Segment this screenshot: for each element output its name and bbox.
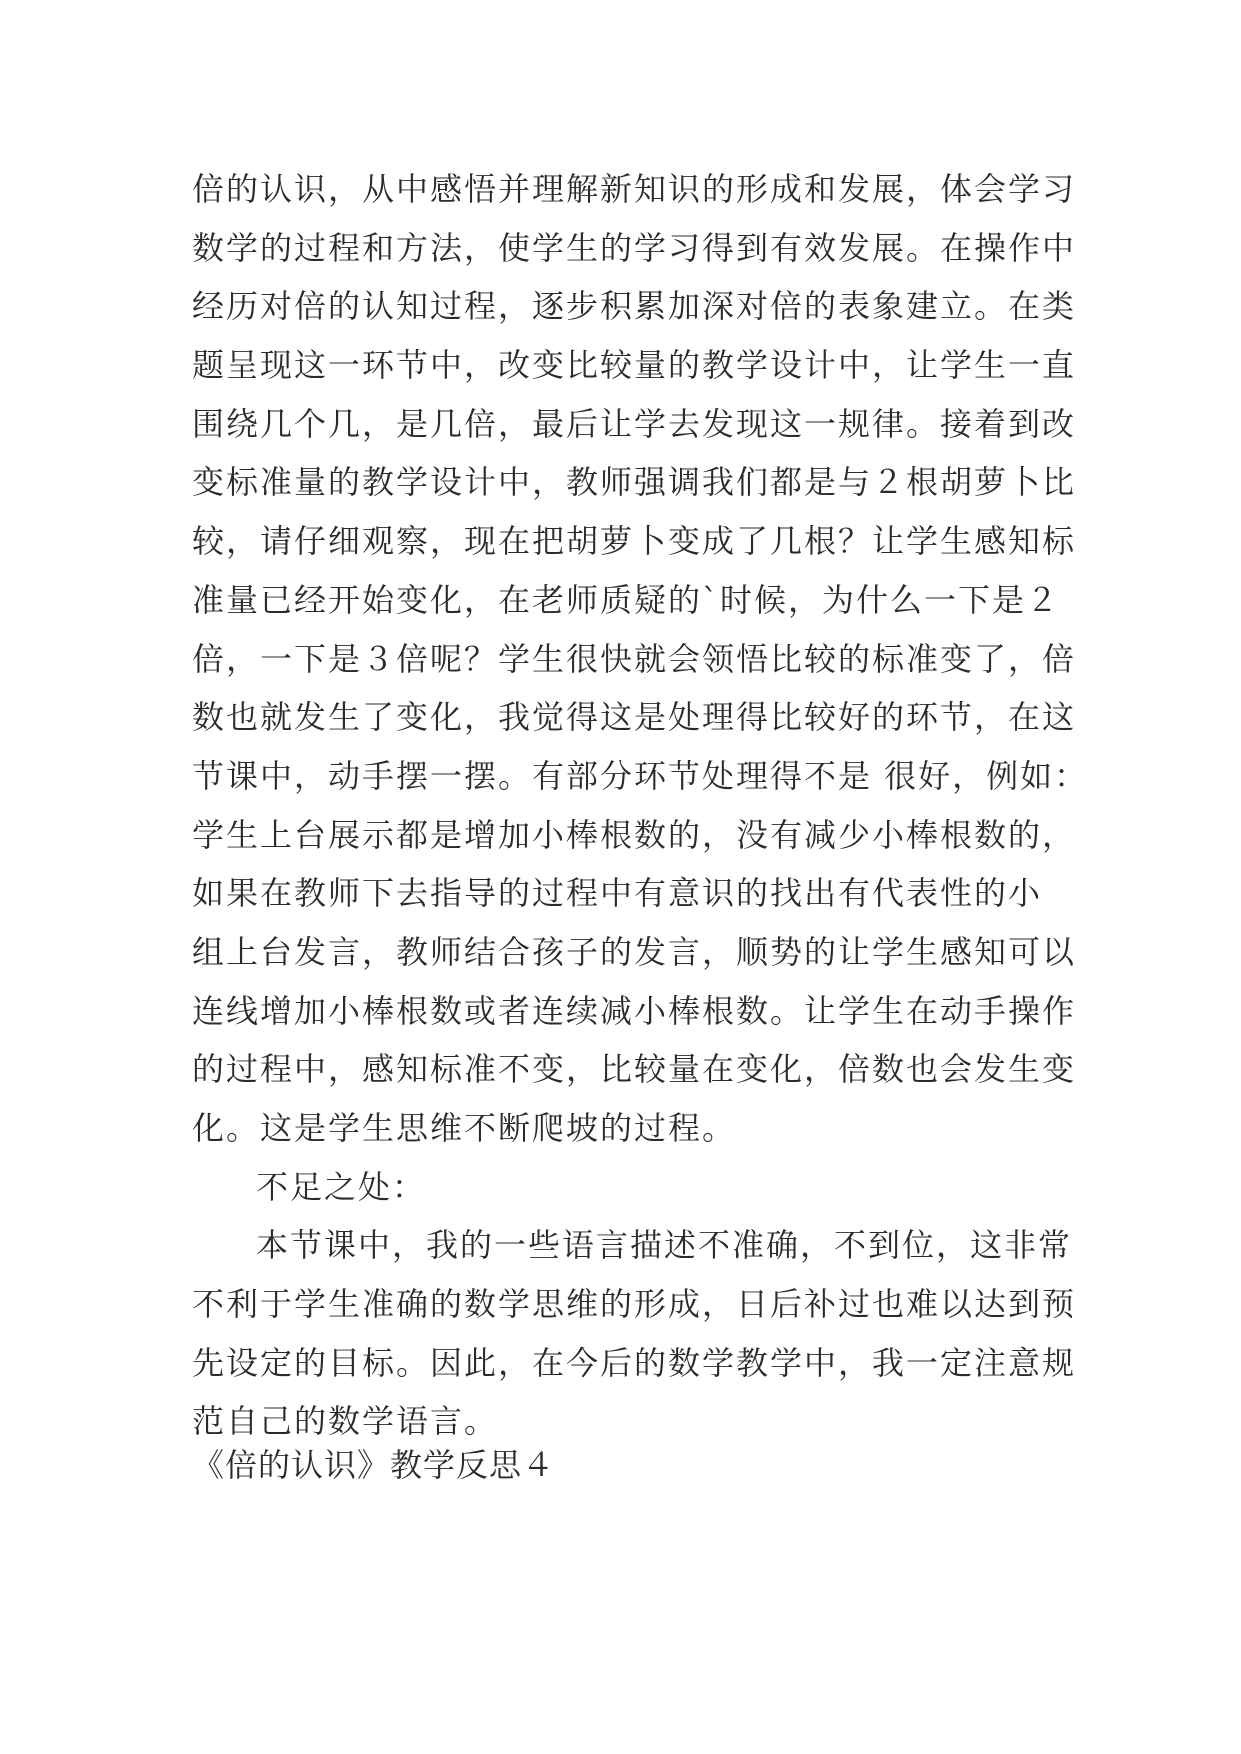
text-line: 倍的认识，从中感悟并理解新知识的形成和发展，体会学习 <box>192 170 1077 208</box>
text-line: 经历对倍的认知过程，逐步积累加深对倍的表象建立。在类 <box>192 287 1077 326</box>
text-line: 本节课中，我的一些语言描述不准确，不到位，这非常 <box>256 1226 1073 1265</box>
text-line: 较，请仔细观察，现在把胡萝卜变成了几根？让学生感知标 <box>192 522 1077 561</box>
text-line: 学生上台展示都是增加小棒根数的，没有减少小棒根数的， <box>192 815 1077 854</box>
text-line: 组上台发言，教师结合孩子的发言，顺势的让学生感知可以 <box>192 932 1077 971</box>
text-line: 不利于学生准确的数学思维的形成，日后补过也难以达到预 <box>192 1285 1077 1324</box>
text-line: 化。这是学生思维不断爬坡的过程。 <box>192 1109 737 1147</box>
body-text <box>192 160 1089 1451</box>
text-line: 的过程中，感知标准不变，比较量在变化，倍数也会发生变 <box>192 1050 1077 1089</box>
text-line: 节课中，动手摆一摆。有部分环节处理得不是 很好，例如： <box>192 756 1089 795</box>
text-line: 倍，一下是３倍呢？学生很快就会领悟比较的标准变了，倍 <box>192 639 1077 678</box>
text-line: 先设定的目标。因此，在今后的数学教学中，我一定注意规 <box>192 1343 1077 1382</box>
text-line: 数学的过程和方法，使学生的学习得到有效发展。在操作中 <box>192 228 1077 267</box>
section-heading: 《倍的认识》教学反思４ <box>192 1446 556 1484</box>
text-line: 数也就发生了变化，我觉得这是处理得比较好的环节，在这 <box>192 698 1077 737</box>
text-line: 题呈现这一环节中，改变比较量的教学设计中，让学生一直 <box>192 346 1077 385</box>
text-line: 范自己的数学语言。 <box>192 1402 499 1441</box>
text-line: 围绕几个几，是几倍，最后让学去发现这一规律。接着到改 <box>192 404 1077 443</box>
text-line: 如果在教师下去指导的过程中有意识的找出有代表性的小 <box>192 874 1043 913</box>
text-line: 连线增加小棒根数或者连续减小棒根数。让学生在动手操作 <box>192 991 1077 1030</box>
section-label: 不足之处： <box>256 1167 427 1206</box>
text-line: 准量已经开始变化，在老师质疑的`时候，为什么一下是２ <box>192 580 1061 619</box>
text-line: 变标准量的教学设计中，教师强调我们都是与２根胡萝卜比 <box>192 463 1077 502</box>
